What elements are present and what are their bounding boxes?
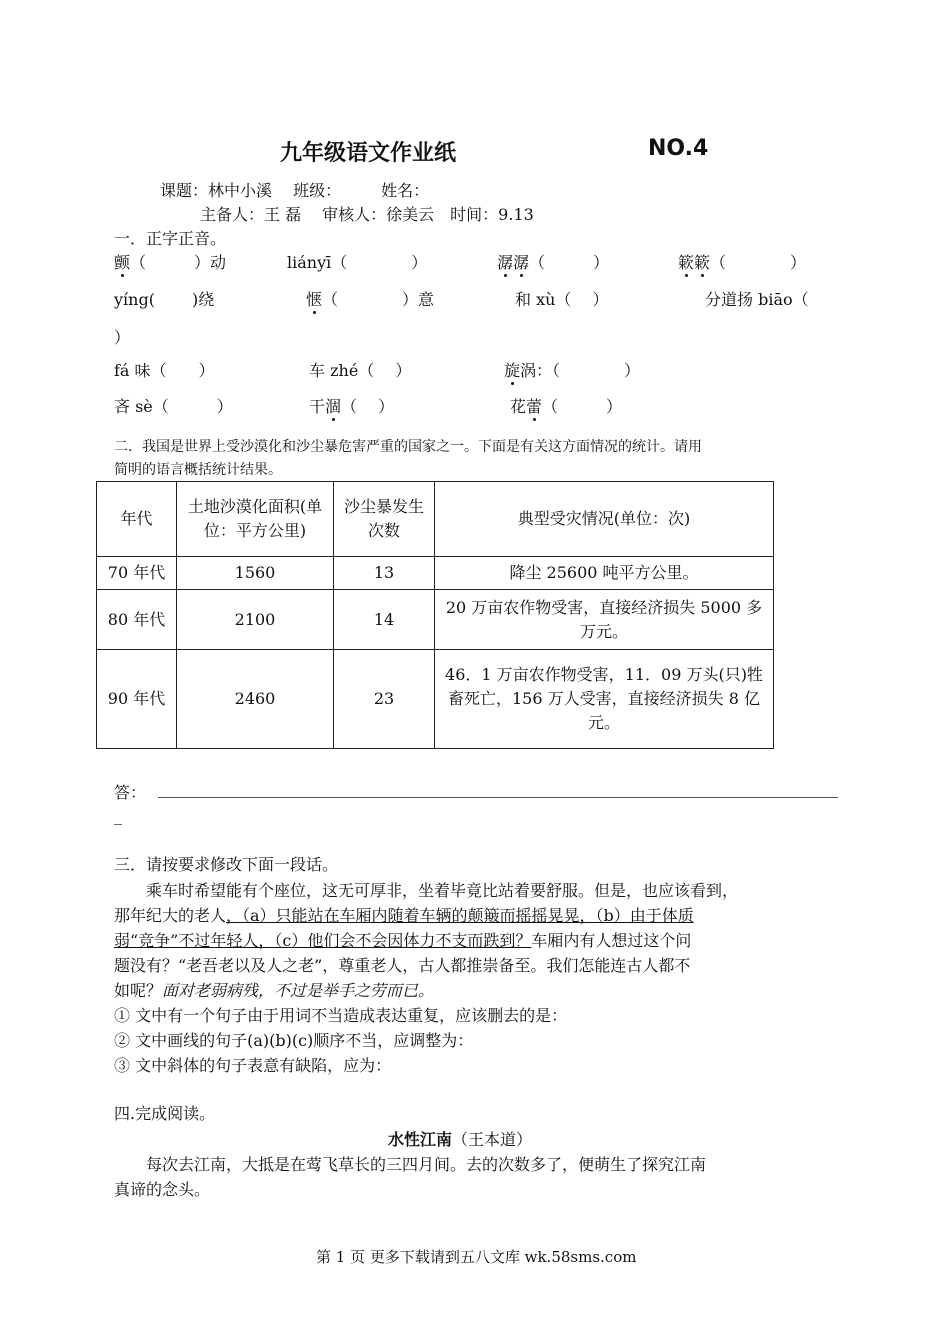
q3-paragraph-line: 乘车时希望能有个座位，这无可厚非，坐着毕竟比站着要舒服。但是，也应该看到， — [146, 881, 739, 900]
dotted-char: 簌 — [678, 253, 695, 272]
article-author: （王本道） — [452, 1130, 533, 1149]
q2-heading-line2: 简明的语言概括统计结果。 — [114, 462, 282, 478]
page-number-label: NO.4 — [648, 136, 709, 161]
table-row — [97, 590, 774, 650]
item-text: （ ）意 — [322, 290, 435, 309]
italic-text: 面对老弱病残，不过是举手之劳而已。 — [162, 981, 435, 1000]
table-cell: 90 年代 — [97, 650, 177, 749]
item-text: （ ） — [341, 397, 395, 416]
article-paragraph-line: 真谛的念头。 — [114, 1180, 211, 1199]
q3-item-1: ① 文中有一个句子由于用词不当造成表达重复，应该删去的是： — [114, 1006, 568, 1025]
table-cell: 2100 — [177, 590, 334, 650]
table-cell: 2460 — [177, 650, 334, 749]
q1-item-h: 分道扬 biāo（ — [705, 290, 809, 309]
q3-paragraph-line — [114, 928, 691, 951]
item-text: （ ） — [710, 253, 807, 272]
q2-heading-line1: 二．我国是世界上受沙漠化和沙尘暴危害严重的国家之一。下面是有关这方面情况的统计。请用 — [114, 439, 702, 455]
plain-text: 车厢内有人想过这个问 — [531, 931, 692, 950]
q1-item-g: 和 xù（ ） — [515, 290, 609, 309]
dotted-char: 簌 — [694, 253, 711, 272]
q3-paragraph-line: 题没有？“老吾老以及人之老”，尊重老人，古人都推崇备至。我们怎能连古人都不 — [114, 956, 691, 975]
table-row — [97, 650, 774, 749]
underlined-text: ，（a）只能站在车厢内随着车辆的颠簸而摇摇晃晃，（b）由于体质 — [226, 906, 694, 925]
item-text: 干 — [309, 397, 326, 416]
q4-heading: 四.完成阅读。 — [114, 1104, 216, 1123]
q1-item-i: fá 味（ ） — [114, 361, 215, 380]
answer-line[interactable] — [158, 797, 838, 798]
table-header-cell: 沙尘暴发生次数 — [334, 482, 435, 557]
table-cell: 13 — [334, 557, 435, 590]
q1-item-l: 吝 sè（ ） — [114, 397, 233, 416]
table-cell: 70 年代 — [97, 557, 177, 590]
q1-item-d — [678, 250, 806, 273]
q1-item-n — [510, 394, 622, 417]
q3-paragraph-line — [114, 903, 694, 926]
table-cell: 14 — [334, 590, 435, 650]
table-cell: 降尘 25600 吨平方公里。 — [435, 557, 774, 590]
page-footer: 第 1 页 更多下载请到五八文库 wk.58sms.com — [316, 1248, 637, 1266]
table-cell: 80 年代 — [97, 590, 177, 650]
q1-item-f — [306, 287, 434, 310]
table-cell: 20 万亩农作物受害，直接经济损失 5000 多万元。 — [435, 590, 774, 650]
item-text: （ ）动 — [130, 253, 227, 272]
page-title: 九年级语文作业纸 — [280, 141, 457, 166]
plain-text: 如呢？ — [114, 981, 163, 1000]
article-title-text: 水性江南 — [388, 1130, 453, 1149]
dotted-char: 惬 — [306, 290, 323, 309]
q1-item-a — [114, 250, 226, 273]
q1-item-j: 车 zhé（ ） — [309, 361, 412, 380]
q1-item-b: liányī（ ） — [287, 253, 428, 272]
article-paragraph-line: 每次去江南，大抵是在莺飞草长的三四月间。去的次数多了，便萌生了探究江南 — [146, 1155, 707, 1174]
dotted-char: 旋 — [504, 361, 521, 380]
q3-paragraph-line — [114, 978, 434, 1001]
q1-item-m — [309, 394, 394, 417]
table-header-row — [97, 482, 774, 557]
q1-item-k — [504, 358, 640, 381]
q1-heading: 一．正字正音。 — [114, 229, 227, 248]
underlined-text: 弱“竞争”不过年轻人，（c）他们会不会因体力不支而跌到？ — [114, 931, 532, 950]
table-cell: 23 — [334, 650, 435, 749]
dotted-char: 颤 — [114, 253, 131, 272]
dotted-char: 潺 — [497, 253, 514, 272]
q1-item-c — [497, 250, 609, 273]
q3-heading: 三．请按要求修改下面一段话。 — [114, 855, 339, 874]
q3-item-2: ② 文中画线的句子(a)(b)(c)顺序不当，应调整为： — [114, 1031, 474, 1050]
item-text: 涡：（ ） — [520, 361, 641, 380]
dotted-char: 蕾 — [526, 397, 543, 416]
table-cell: 46．1 万亩农作物受害，11．09 万头(只)牲畜死亡，156 万人受害，直接经济损失 8 亿元。 — [435, 650, 774, 749]
answer-line-tail: _ — [114, 806, 122, 825]
q1-item-h-close: ） — [114, 328, 131, 347]
article-title — [388, 1127, 532, 1150]
table-header-cell: 土地沙漠化面积(单位：平方公里) — [177, 482, 334, 557]
course-line: 课题：林中小溪 班级： 姓名： — [160, 181, 430, 200]
item-text: （ ） — [542, 397, 623, 416]
item-text: 花 — [510, 397, 527, 416]
item-text: （ ） — [529, 253, 610, 272]
q3-item-3: ③ 文中斜体的句子表意有缺陷，应为： — [114, 1056, 392, 1075]
table-header-cell: 年代 — [97, 482, 177, 557]
table-cell: 1560 — [177, 557, 334, 590]
q1-item-e: yíng( )绕 — [114, 290, 215, 309]
table-header-cell: 典型受灾情况(单位：次) — [435, 482, 774, 557]
statistics-table — [96, 481, 774, 749]
author-line: 主备人：王 磊 审核人：徐美云 时间：9.13 — [200, 205, 534, 224]
dotted-char: 潺 — [513, 253, 530, 272]
answer-label: 答： — [114, 783, 147, 802]
dotted-char: 涸 — [325, 397, 342, 416]
table-row — [97, 557, 774, 590]
plain-text: 那年纪大的老人 — [114, 906, 227, 925]
